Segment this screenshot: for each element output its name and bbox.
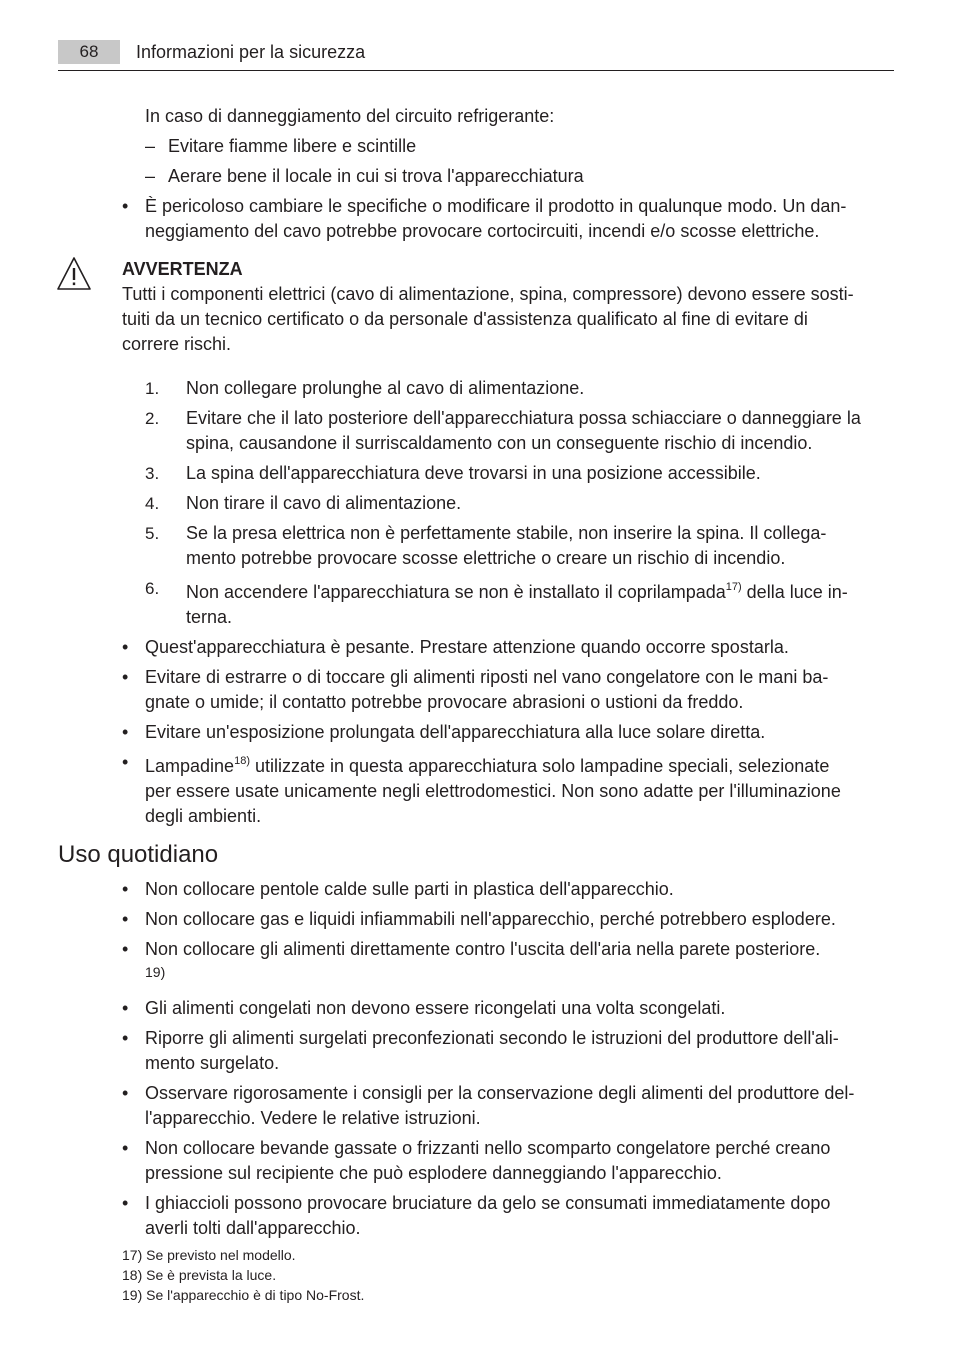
list-number: 4. [145,494,160,513]
list-item: terna. [186,607,233,627]
bullet-symbol: • [122,879,129,899]
warning-line: Tutti i componenti elettrici (cavo di alimentazione, spina, compressore) devono essere sosti- [122,284,854,304]
bullet-line: Evitare un'esposizione prolungata dell'apparecchiatura alla luce solare diretta. [145,722,766,742]
bullet-line: I ghiaccioli possono provocare bruciature da gelo se consumati immediatamente dopo [145,1193,831,1213]
list-number: 6. [145,579,160,598]
bullet-line: mento surgelato. [145,1053,280,1073]
list-item: Non collegare prolunghe al cavo di alimentazione. [186,378,585,398]
bullet-line: Non collocare gas e liquidi infiammabili nell'apparecchio, perché potrebbero esplodere. [145,909,836,929]
bullet-line: degli ambienti. [145,806,262,826]
list-number: 5. [145,524,160,543]
bullet-symbol: • [122,667,129,687]
footnote: 18) Se è prevista la luce. [122,1267,277,1283]
warning-triangle-icon [56,256,92,292]
section-heading: Uso quotidiano [58,841,219,868]
bullet-line: Evitare di estrarre o di toccare gli alimenti riposti nel vano congelatore con le mani ba- [145,667,829,687]
bullet-text: utilizzate in questa apparecchiatura solo lampadine speciali, selezionate [249,756,830,776]
page-number: 68 [58,40,120,64]
list-item: Se la presa elettrica non è perfettamente stabile, non inserire la spina. Il collega- [186,523,827,543]
bullet-line [145,754,829,779]
bullet-line: Quest'apparecchiatura è pesante. Prestare attenzione quando occorre spostarla. [145,637,789,657]
list-item: La spina dell'apparecchiatura deve trovarsi in una posizione accessibile. [186,463,761,483]
dash-item: Evitare fiamme libere e scintille [168,136,417,156]
list-item-text: Non accendere l'apparecchiatura se non è installato il coprilampada [186,582,726,602]
bullet-symbol: • [122,909,129,929]
warning-title: AVVERTENZA [122,259,243,279]
bullet-line: l'apparecchio. Vedere le relative istruzioni. [145,1108,481,1128]
footnote: 19) Se l'apparecchio è di tipo No-Frost. [122,1287,365,1303]
bullet-symbol: • [122,196,129,216]
bullet-line: Gli alimenti congelati non devono essere ricongelati una volta scongelati. [145,998,726,1018]
footnote-ref: 19) [145,964,166,980]
list-number: 1. [145,379,160,398]
bullet-line: neggiamento del cavo potrebbe provocare cortocircuiti, incendi e/o scosse elettriche. [145,221,820,241]
bullet-symbol: • [122,637,129,657]
header-title: Informazioni per la sicurezza [136,42,366,62]
footnote-ref: 17) [725,581,742,593]
list-number: 2. [145,409,160,428]
list-item: mento potrebbe provocare scosse elettriche o creare un rischio di incendio. [186,548,786,568]
footnote: 17) Se previsto nel modello. [122,1247,296,1263]
bullet-symbol: • [122,1193,129,1213]
bullet-symbol: • [122,722,129,742]
list-item: Non tirare il cavo di alimentazione. [186,493,462,513]
footnote-ref: 18) [234,755,250,767]
dash-symbol: – [145,166,156,186]
bullet-line: Riporre gli alimenti surgelati preconfezionati secondo le istruzioni del produttore dell'ali- [145,1028,839,1048]
bullet-line: Non collocare bevande gassate o frizzanti nello scomparto congelatore perché creano [145,1138,831,1158]
bullet-symbol: • [122,752,129,772]
bullet-symbol: • [122,939,129,959]
bullet-line: pressione sul recipiente che può esplodere danneggiando l'apparecchio. [145,1163,722,1183]
warning-line: tuiti da un tecnico certificato o da personale d'assistenza qualificato al fine di evitare di [122,309,808,329]
dash-symbol: – [145,136,156,156]
bullet-line: per essere usate unicamente negli elettrodomestici. Non sono adatte per l'illuminazione [145,781,841,801]
list-item: Evitare che il lato posteriore dell'apparecchiatura possa schiacciare o danneggiare la [186,408,861,428]
list-number: 3. [145,464,160,483]
bullet-line: Osservare rigorosamente i consigli per la conservazione degli alimenti del produttore del- [145,1083,855,1103]
warning-line: correre rischi. [122,334,232,354]
bullet-text: Lampadine [145,756,235,776]
intro-lead: In caso di danneggiamento del circuito refrigerante: [145,106,555,126]
bullet-symbol: • [122,1138,129,1158]
list-item [186,580,848,605]
bullet-line: Non collocare gli alimenti direttamente contro l'uscita dell'aria nella parete posteriore. [145,939,821,959]
bullet-symbol: • [122,1028,129,1048]
dash-item: Aerare bene il locale in cui si trova l'apparecchiatura [168,166,584,186]
list-item: spina, causandone il surriscaldamento con un conseguente rischio di incendio. [186,433,813,453]
bullet-line: È pericoloso cambiare le specifiche o modificare il prodotto in qualunque modo. Un dan- [145,196,847,216]
bullet-line: gnate o umide; il contatto potrebbe provocare abrasioni o ustioni da freddo. [145,692,744,712]
page-header [58,40,894,71]
bullet-line: Non collocare pentole calde sulle parti in plastica dell'apparecchio. [145,879,674,899]
bullet-symbol: • [122,998,129,1018]
list-item-text: della luce in- [741,582,848,602]
bullet-symbol: • [122,1083,129,1103]
bullet-line: averli tolti dall'apparecchio. [145,1218,361,1238]
